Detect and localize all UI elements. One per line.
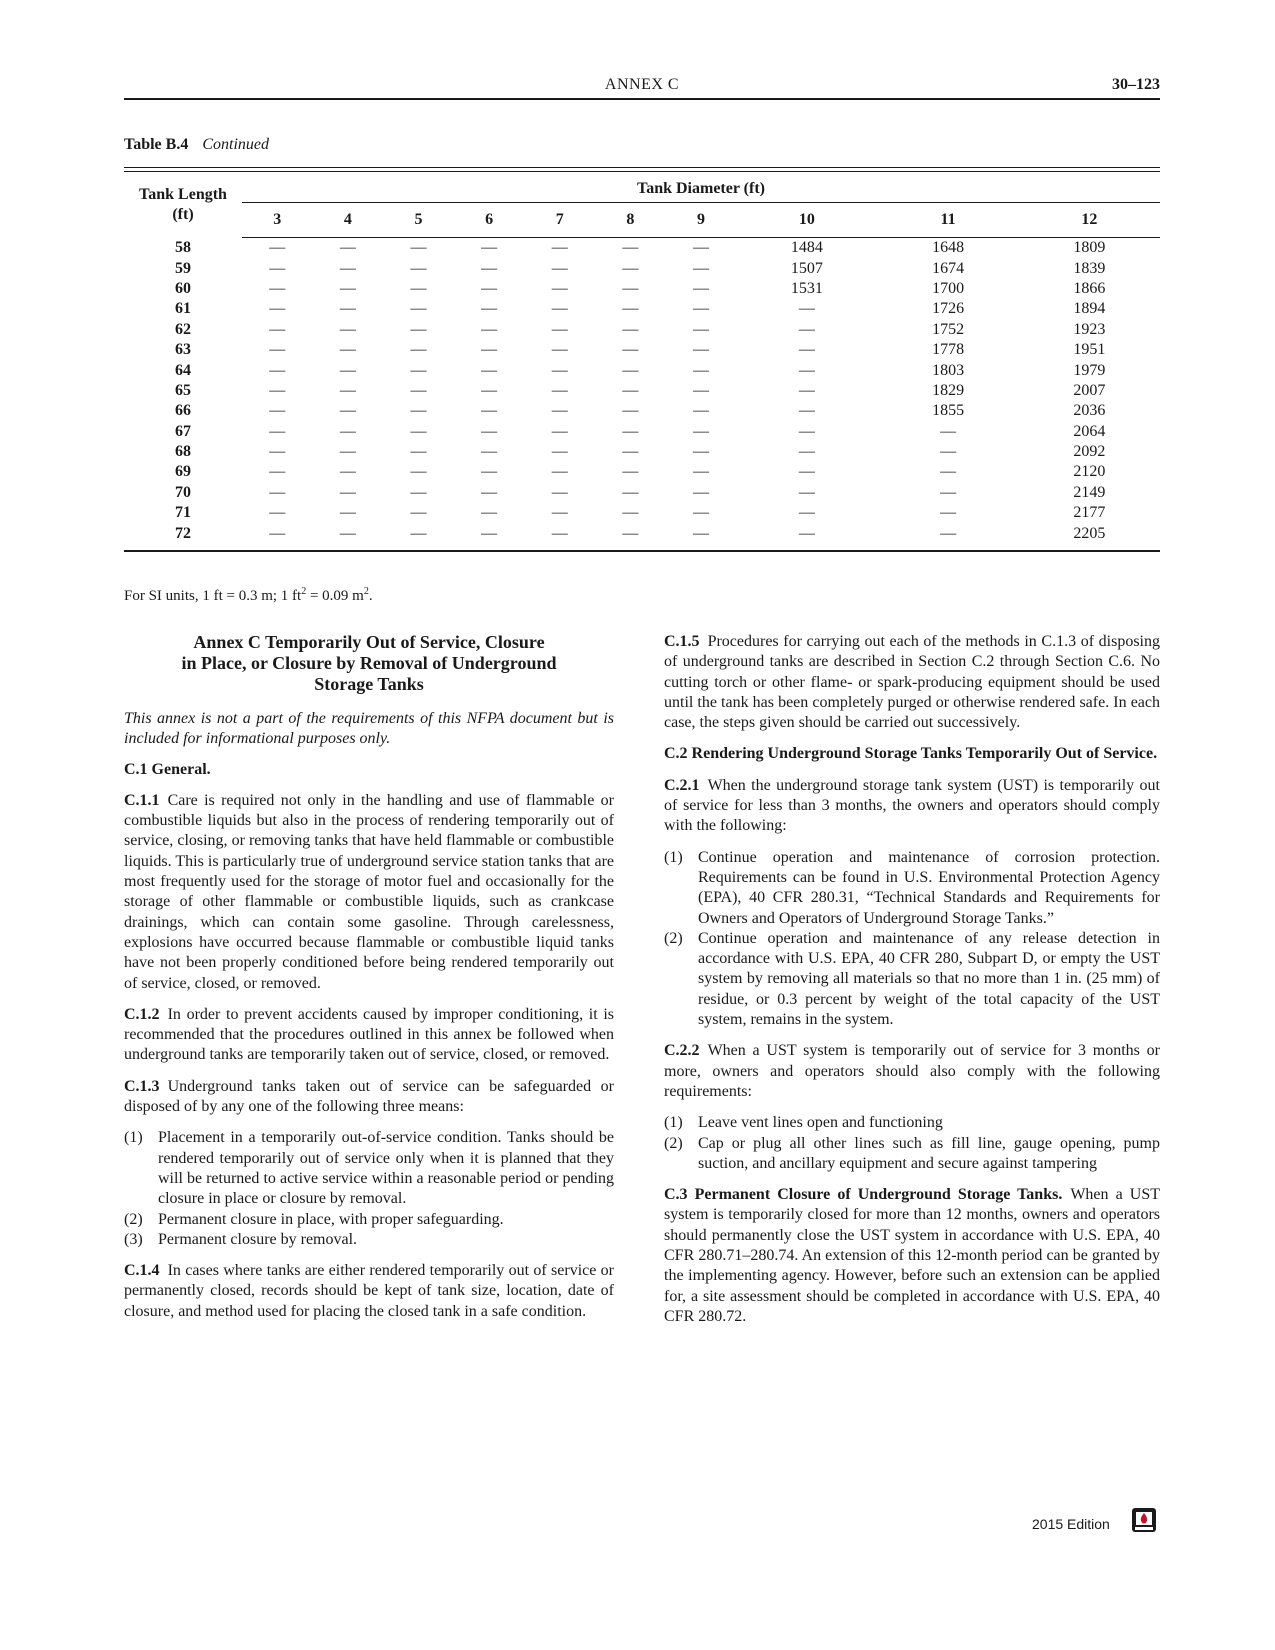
table-row	[124, 340, 1160, 360]
table-body	[124, 238, 1160, 544]
capacity-cell: —	[798, 504, 815, 522]
table-row	[124, 258, 1160, 278]
capacity-cell: —	[339, 504, 356, 522]
capacity-cell: —	[622, 524, 639, 542]
capacity-cell: —	[410, 524, 427, 542]
table-row	[124, 299, 1160, 319]
capacity-cell: 1979	[1073, 361, 1106, 379]
capacity-cell: —	[798, 320, 815, 338]
capacity-cell: —	[551, 320, 568, 338]
list-c1-3	[124, 1128, 614, 1250]
capacity-cell: 1839	[1073, 259, 1106, 277]
capacity-cell: —	[269, 422, 286, 440]
capacity-cell: 1866	[1073, 279, 1106, 297]
capacity-cell: 1700	[932, 279, 965, 297]
annex-title: Annex C Temporarily Out of Service, Closure in Place, or Closure by Removal of Underground Storage Tanks	[181, 632, 557, 694]
capacity-cell: —	[692, 239, 709, 257]
capacity-cell: —	[410, 259, 427, 277]
capacity-cell: —	[551, 402, 568, 420]
capacity-cell: —	[622, 504, 639, 522]
capacity-cell: —	[940, 524, 957, 542]
capacity-cell: —	[551, 259, 568, 277]
capacity-cell: —	[339, 320, 356, 338]
list-item: (2) Continue operation and maintenance of any release detection in accordance with U.S. EPA, 40 CFR 280, Subpart D, or empty the UST system by removing all materials so that no more than 1 in. (25 mm) of residue, or 0.3 percent by weight of the total capacity of the UST system, remains in the system.	[664, 929, 1160, 1029]
capacity-cell: —	[551, 443, 568, 461]
diameter-header-8: 8	[595, 203, 666, 238]
capacity-cell: —	[692, 402, 709, 420]
capacity-cell: —	[551, 422, 568, 440]
group-header-tank-diameter: Tank Diameter (ft)	[242, 172, 1160, 203]
capacity-cell: —	[940, 443, 957, 461]
capacity-cell: —	[339, 381, 356, 399]
capacity-cell: —	[481, 402, 498, 420]
capacity-cell: —	[339, 402, 356, 420]
capacity-cell: —	[339, 259, 356, 277]
table-row	[124, 462, 1160, 482]
capacity-cell: 1951	[1073, 341, 1106, 359]
capacity-cell: —	[622, 300, 639, 318]
capacity-cell: —	[692, 279, 709, 297]
right-column	[664, 632, 1160, 1338]
capacity-cell: —	[481, 524, 498, 542]
capacity-cell: —	[339, 279, 356, 297]
table-row	[124, 401, 1160, 421]
capacity-cell: —	[622, 443, 639, 461]
page-header	[124, 72, 1160, 100]
capacity-cell: —	[551, 381, 568, 399]
tank-length-cell: 62	[175, 320, 191, 338]
si-units-note: For SI units, 1 ft = 0.3 m; 1 $ft^2 = 0.09$ $m^2$.	[124, 586, 373, 604]
paragraph-c1-5: C.1.5 Procedures for carrying out each of the methods in C.1.3 of disposing of underground tanks are described in Section C.2 through Section C.6. No cutting torch or other flame- or spark-producing equipment should be used until the tank has been completely purged or otherwise rendered safe. In each case, the steps given should be carried out successively.	[664, 633, 1160, 732]
capacity-cell: 2036	[1073, 402, 1106, 420]
capacity-cell: 2120	[1073, 463, 1106, 481]
tank-length-cell: 71	[175, 504, 191, 522]
capacity-cell: —	[798, 463, 815, 481]
capacity-cell: —	[798, 300, 815, 318]
capacity-cell: —	[692, 463, 709, 481]
capacity-cell: 2205	[1073, 524, 1106, 542]
capacity-cell: —	[622, 381, 639, 399]
capacity-cell: —	[692, 504, 709, 522]
capacity-cell: —	[481, 259, 498, 277]
list-c2-2	[664, 1113, 1160, 1174]
data-table	[124, 172, 1160, 544]
capacity-cell: —	[551, 463, 568, 481]
capacity-cell: 1894	[1073, 300, 1106, 318]
capacity-cell: —	[622, 320, 639, 338]
capacity-cell: —	[410, 381, 427, 399]
list-item: (3) Permanent closure by removal.	[124, 1230, 358, 1248]
capacity-cell: 1674	[932, 259, 965, 277]
tank-length-cell: 63	[175, 341, 191, 359]
capacity-cell: —	[269, 463, 286, 481]
running-head: ANNEX C	[604, 76, 680, 93]
tank-length-cell: 69	[175, 463, 191, 481]
capacity-cell: —	[551, 300, 568, 318]
capacity-cell: —	[269, 483, 286, 501]
section-c1-heading: C.1 General.	[124, 760, 211, 778]
capacity-cell: —	[339, 361, 356, 379]
diameter-header-11: 11	[877, 203, 1018, 238]
capacity-cell: —	[481, 361, 498, 379]
section-c2-heading: C.2 Rendering Underground Storage Tanks Temporarily Out of Service.	[664, 745, 1158, 763]
capacity-cell: —	[410, 422, 427, 440]
list-item: (1) Leave vent lines open and functioning	[664, 1114, 943, 1132]
diameter-header-3: 3	[242, 203, 313, 238]
capacity-cell: —	[940, 422, 957, 440]
list-item: (1) Continue operation and maintenance of corrosion protection. Requirements can be found in U.S. Environmental Protection Agency (EPA), 40 CFR 280.31, “Technical Standards and Requirements for Owners and Operators of Underground Storage Tanks.”	[664, 848, 1160, 927]
capacity-cell: —	[339, 524, 356, 542]
capacity-cell: —	[692, 422, 709, 440]
capacity-cell: —	[339, 341, 356, 359]
table-row	[124, 503, 1160, 523]
capacity-cell: 2092	[1073, 443, 1106, 461]
capacity-cell: —	[410, 320, 427, 338]
capacity-cell: 1507	[790, 259, 823, 277]
paragraph-c3: C.3 Permanent Closure of Underground Storage Tanks. When a UST system is temporarily closed for more than 12 months, owners and operators should permanently close the UST system in accordance with U.S. EPA, 40 CFR 280.71–280.74. An extension of this 12-month period can be granted by the implementing agency. However, before such an extension can be applied for, a site assessment should be completed in accordance with U.S. EPA, 40 CFR 280.72.	[664, 1186, 1161, 1325]
capacity-cell: —	[481, 320, 498, 338]
capacity-cell: —	[798, 341, 815, 359]
capacity-cell: —	[339, 422, 356, 440]
edition-label: 2015 Edition	[1032, 1516, 1110, 1532]
diameter-header-5: 5	[383, 203, 454, 238]
capacity-cell: —	[269, 443, 286, 461]
capacity-cell: —	[269, 402, 286, 420]
capacity-cell: —	[622, 483, 639, 501]
capacity-cell: —	[622, 341, 639, 359]
list-item: (2) Permanent closure in place, with proper safeguarding.	[124, 1210, 504, 1228]
table-row	[124, 523, 1160, 543]
diameter-header-7: 7	[524, 203, 595, 238]
capacity-cell: —	[269, 300, 286, 318]
tank-length-cell: 67	[175, 422, 191, 440]
table-continued: Continued	[202, 136, 269, 153]
tank-length-cell: 64	[175, 361, 191, 379]
diameter-header-10: 10	[736, 203, 877, 238]
capacity-cell: —	[940, 483, 957, 501]
capacity-cell: —	[798, 422, 815, 440]
table-row	[124, 381, 1160, 401]
capacity-cell: —	[481, 422, 498, 440]
capacity-cell: —	[798, 524, 815, 542]
diameter-header-6: 6	[454, 203, 525, 238]
list-item: (1) Placement in a temporarily out-of-service condition. Tanks should be rendered temporarily out of service only when it is planned that they will be returned to active service within a reasonable period or pending closure in place or closure by removal.	[124, 1129, 614, 1208]
diameter-header-4: 4	[313, 203, 384, 238]
table-row	[124, 483, 1160, 503]
capacity-cell: —	[481, 443, 498, 461]
capacity-cell: —	[551, 361, 568, 379]
nfpa-logo-icon	[1131, 1507, 1157, 1533]
capacity-cell: —	[481, 504, 498, 522]
capacity-cell: 2007	[1073, 381, 1106, 399]
capacity-cell: —	[410, 504, 427, 522]
left-column	[124, 632, 614, 1333]
list-item: (2) Cap or plug all other lines such as fill line, gauge opening, pump suction, and ancillary equipment and secure against tampering	[664, 1134, 1160, 1172]
capacity-cell: —	[551, 504, 568, 522]
capacity-cell: —	[692, 443, 709, 461]
paragraph-c2-1: C.2.1 When the underground storage tank system (UST) is temporarily out of service for less than 3 months, the owners and operators should comply with the following:	[664, 776, 1160, 835]
paragraph-c1-2: C.1.2 In order to prevent accidents caused by improper conditioning, it is recommended that the procedures outlined in this annex be followed when underground tanks are temporarily taken out of service, closed, or removed.	[124, 1005, 614, 1064]
capacity-cell: 1923	[1073, 320, 1106, 338]
capacity-cell: —	[481, 279, 498, 297]
capacity-cell: —	[481, 463, 498, 481]
capacity-cell: 2149	[1073, 483, 1106, 501]
capacity-cell: —	[410, 239, 427, 257]
capacity-cell: —	[269, 341, 286, 359]
capacity-cell: —	[339, 239, 356, 257]
capacity-cell: —	[551, 483, 568, 501]
capacity-cell: —	[269, 361, 286, 379]
capacity-cell: —	[622, 361, 639, 379]
capacity-cell: —	[410, 463, 427, 481]
capacity-cell: —	[410, 402, 427, 420]
capacity-cell: —	[269, 504, 286, 522]
capacity-cell: 1855	[932, 402, 965, 420]
capacity-cell: —	[410, 341, 427, 359]
capacity-cell: 1531	[790, 279, 823, 297]
paragraph-c1-4: C.1.4 In cases where tanks are either rendered temporarily out of service or permanently closed, records should be kept of tank size, location, date of closure, and method used for placing the closed tank in a safe condition.	[124, 1262, 614, 1320]
capacity-cell: —	[798, 443, 815, 461]
capacity-cell: —	[622, 463, 639, 481]
tank-length-cell: 68	[175, 443, 191, 461]
diameter-header-9: 9	[666, 203, 737, 238]
capacity-cell: 1778	[932, 341, 965, 359]
paragraph-c1-3: C.1.3 Underground tanks taken out of service can be safeguarded or disposed of by any one of the following three means:	[124, 1077, 614, 1116]
capacity-cell: —	[692, 259, 709, 277]
tank-length-cell: 72	[175, 524, 191, 542]
capacity-cell: —	[410, 443, 427, 461]
capacity-cell: 2177	[1073, 504, 1106, 522]
capacity-cell: —	[940, 463, 957, 481]
capacity-cell: 1484	[790, 239, 823, 257]
capacity-cell: —	[339, 483, 356, 501]
capacity-cell: —	[622, 402, 639, 420]
tank-capacity-table	[124, 167, 1160, 552]
row-header-tank-length: Tank Length (ft)	[139, 185, 227, 223]
capacity-cell: —	[551, 524, 568, 542]
tank-length-cell: 59	[175, 259, 191, 277]
capacity-cell: —	[339, 443, 356, 461]
capacity-cell: —	[798, 381, 815, 399]
capacity-cell: —	[269, 320, 286, 338]
capacity-cell: —	[269, 279, 286, 297]
capacity-cell: 1752	[932, 320, 965, 338]
capacity-cell: 1803	[932, 361, 965, 379]
capacity-cell: —	[940, 504, 957, 522]
paragraph-c2-2: C.2.2 When a UST system is temporarily out of service for 3 months or more, owners and operators should also comply with the following requirements:	[664, 1042, 1160, 1100]
capacity-cell: —	[481, 239, 498, 257]
capacity-cell: —	[692, 483, 709, 501]
tank-length-cell: 65	[175, 381, 191, 399]
capacity-cell: —	[551, 341, 568, 359]
capacity-cell: —	[410, 483, 427, 501]
table-row	[124, 422, 1160, 442]
capacity-cell: —	[269, 524, 286, 542]
capacity-cell: —	[622, 422, 639, 440]
capacity-cell: —	[622, 259, 639, 277]
capacity-cell: —	[551, 279, 568, 297]
capacity-cell: —	[692, 381, 709, 399]
table-row	[124, 320, 1160, 340]
table-row	[124, 238, 1160, 259]
table-label: Table B.4	[124, 136, 189, 153]
capacity-cell: 1648	[932, 239, 965, 257]
list-c2-1	[664, 848, 1160, 1031]
table-row	[124, 360, 1160, 380]
tank-length-cell: 58	[175, 238, 191, 256]
page-number: 30–123	[1112, 76, 1160, 93]
capacity-cell: 1726	[932, 300, 965, 318]
capacity-cell: —	[622, 239, 639, 257]
capacity-cell: 2064	[1073, 422, 1106, 440]
capacity-cell: 1829	[932, 381, 965, 399]
tank-length-cell: 60	[175, 279, 191, 297]
capacity-cell: —	[410, 361, 427, 379]
capacity-cell: —	[339, 300, 356, 318]
capacity-cell: —	[622, 279, 639, 297]
capacity-cell: —	[551, 239, 568, 257]
capacity-cell: —	[692, 341, 709, 359]
capacity-cell: —	[481, 381, 498, 399]
table-caption	[124, 136, 269, 154]
table-row	[124, 442, 1160, 462]
capacity-cell: —	[410, 300, 427, 318]
tank-length-cell: 66	[175, 402, 191, 420]
diameter-header-row	[124, 203, 1160, 238]
table-row	[124, 279, 1160, 299]
capacity-cell: —	[692, 361, 709, 379]
tank-length-cell: 61	[175, 300, 191, 318]
capacity-cell: —	[269, 259, 286, 277]
capacity-cell: —	[481, 341, 498, 359]
capacity-cell: —	[269, 381, 286, 399]
table-bottom-rule	[124, 550, 1160, 552]
annex-note: This annex is not a part of the requirements of this NFPA document but is included for informational purposes only.	[124, 710, 614, 748]
capacity-cell: —	[798, 483, 815, 501]
capacity-cell: 1809	[1073, 239, 1106, 257]
capacity-cell: —	[798, 402, 815, 420]
paragraph-c1-1: C.1.1 Care is required not only in the handling and use of flammable or combustible liquids but also in the process of rendering temporarily out of service, closing, or removing tanks that have held flammable or combustible liquids. This is particularly true of underground service station tanks that are most frequently used for the storage of motor fuel and occasionally for the storage of other flammable or combustible liquids, such as crankcase drainings, which can contain some gasoline. Through carelessness, explosions have occurred because flammable or combustible liquid tanks have not been properly conditioned before being rendered temporarily out of service, closed, or removed.	[124, 791, 614, 992]
capacity-cell: —	[339, 463, 356, 481]
tank-length-cell: 70	[175, 483, 191, 501]
capacity-cell: —	[692, 524, 709, 542]
capacity-cell: —	[692, 300, 709, 318]
capacity-cell: —	[692, 320, 709, 338]
capacity-cell: —	[481, 483, 498, 501]
capacity-cell: —	[410, 279, 427, 297]
capacity-cell: —	[269, 239, 286, 257]
diameter-header-12: 12	[1019, 203, 1160, 238]
capacity-cell: —	[798, 361, 815, 379]
capacity-cell: —	[481, 300, 498, 318]
